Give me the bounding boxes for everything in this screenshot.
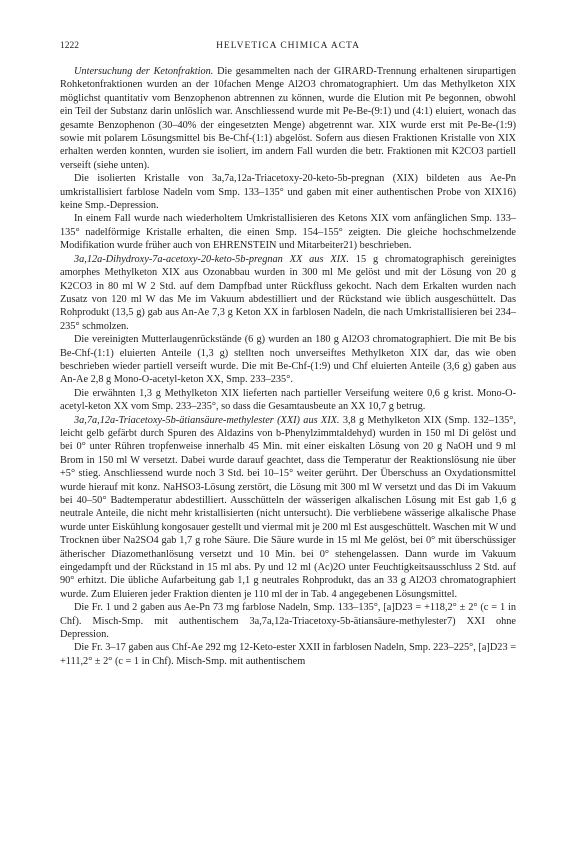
document-page [60,40,516,668]
paragraph-text: 15 g chromatographisch gereinigtes amorphes Methylketon XIX aus Ozonabbau wurden in 300 ml Me gelöst und mit der Lösung von 20 g K2CO3 in 80 ml W 2 Std. auf dem Dampfbad unter Rückfluss gekocht. Nach dem Erkalten wurden nach Zusatz von 120 ml W das Me im Vakuum abdestilliert und der Rückstand wie üblich ausgeschüttelt. Das Rohprodukt (13,5 g) gab aus An-Ae 7,3 g Keton XX in farblosen Nadeln, die nach Umkristallisieren bei 234–235° schmolzen. [60,253,516,332]
paragraph-text: Die isolierten Kristalle von 3a,7a,12a-Triacetoxy-20-keto-5b-pregnan (XIX) bildeten aus Ae-Pn umkristallisiert farblose Nadeln vom Smp. 133–135° und gaben mit einer authentischen Probe von XIX16) keine Smp.-Depression. [60,173,516,212]
paragraph-mother-liquors [60,333,516,387]
paragraph-text: Die Fr. 1 und 2 gaben aus Ae-Pn 73 mg farblose Nadeln, Smp. 133–135°, [a]D23 = +118,2° ± 2° (c = 1 in Chf). Misch-Smp. mit authentischem 3a,7a,12a-Triacetoxy-5b-ätiansäure-methylester7) XXI ohne Depression. [60,602,516,641]
journal-title: HELVETICA CHIMICA ACTA [216,41,360,51]
paragraph-fractions-3-17 [60,641,516,668]
paragraph-text: Die erwähnten 1,3 g Methylketon XIX lieferten nach partieller Verseifung weitere 0,6 g krist. Mono-O-acetyl-keton XX vom Smp. 233–235°, so dass die Gesamtausbeute an XX 10,7 g betrug. [60,387,516,413]
paragraph-text: Die Fr. 3–17 gaben aus Chf-Ae 292 mg 12-Keto-ester XXII in farblosen Nadeln, Smp. 223–225°, [a]D23 = +111,2° ± 2° (c = 1 in Chf). Misch-Smp. mit authentischem [60,642,516,667]
paragraph-dihydroxy-ketone [60,253,516,333]
page-number: 1222 [60,41,79,51]
paragraph-triacetoxy-ester [60,414,516,602]
section-heading-triacetoxy-ester: 3a,7a,12a-Triacetoxy-5b-ätiansäure-methylester (XXI) aus XIX. [74,414,340,426]
running-head [60,40,516,54]
paragraph-total-yield [60,387,516,414]
paragraph-ketone-fraction [60,65,516,172]
paragraph-high-melting-modification [60,212,516,252]
paragraph-isolated-crystals [60,172,516,212]
paragraph-text: 3,8 g Methylketon XIX (Smp. 132–135°, leicht gelb gefärbt durch Spuren des Aldazins von b-Phenylzimmtaldehyd) wurden in 150 ml Di gelöst und bei 0° unter Rühren tropfenweise innerhalb 45 Min. mit einer eiskalten Lösung von 20 g NaOH und 9 ml Brom in 150 ml W versetzt. Dabei wurde darauf geachtet, dass die Temperatur der Reaktionslösung nie über +5° stieg. Anschliessend wurde noch 3 Std. bei 10–15° weiter gerührt. Der Überschuss an Oxydationsmittel wurde hierauf mit konz. NaHSO3-Lösung zerstört, die Lösung mit 300 ml W versetzt und das Di im Vakuum bei 40–50° Badtemperatur abdestilliert. Ausschütteln der wässerigen alkalischen Lösung mit Est gab 1,6 g neutrale Anteile, die nicht mehr kristallisierten (nicht untersucht). Die verbliebene wässerige alkalische Phase wurde unter Eiskühlung kongosauer gestellt und viermal mit je 200 ml Est ausgeschüttelt. Waschen mit W und Trocknen über Na2SO4 gab 1,7 g rohe Säure. Die Säure wurde in 15 ml Me gelöst, bei 0° mit überschüssiger ätherischer Diazomethanlösung versetzt und 10 Min. bei 0° stehengelassen. Dann wurde im Vakuum eingedampft und der Rückstand in 15 ml abs. Py und 12 ml (Ac)2O unter Feuchtigkeitsausschluss 2 Std. auf 90° erhitzt. Die übliche Aufarbeitung gab 1,1 g neutrales Rohprodukt, das an 33 g Al2O3 chromatographiert wurde. Zum Eluieren jeder Fraktion dienten je 110 ml der in Tab. 4 angegebenen Lösungsmittel. [60,414,516,600]
paragraph-text: Die vereinigten Mutterlaugenrückstände (6 g) wurden an 180 g Al2O3 chromatographiert. Die mit Be bis Be-Chf-(1:1) eluierten Anteile (1,3 g) stellten noch unverseiftes Methylketon XIX dar, das wie oben beschrieben wieder partiell verseift wurde. Die mit Be-Chf-(1:9) und Chf eluierten Anteile (3,6 g) gaben aus An-Ae 2,8 g Mono-O-acetyl-keton XX, Smp. 233–235°. [60,334,516,386]
section-heading-dihydroxy-ketone: 3a,12a-Dihydroxy-7a-acetoxy-20-keto-5b-pregnan XX aus XIX. [74,253,349,265]
paragraph-fractions-1-2 [60,601,516,641]
paragraph-text: In einem Fall wurde nach wiederholtem Umkristallisieren des Ketons XIX vom anfänglichen Smp. 133–135° nadelförmige Kristalle erhalten, die einen Smp. 154–155° zeigten. Die gleiche hochschmelzende Modifikation wurde früher auch von EHRENSTEIN und Mitarbeiter21) beschrieben. [60,213,516,252]
section-heading-ketone-fraction: Untersuchung der Ketonfraktion. [74,66,214,77]
paragraph-text: Die gesammelten nach der GIRARD-Trennung erhaltenen sirupartigen Rohketonfraktionen wurden an der 10fachen Menge Al2O3 chromatographiert. Um das Methylketon XIX möglichst quantitativ vom Benzophenon abtrennen zu können, wurde die Elution mit Pe begonnen, obwohl ein Teil der Substanz darin unlöslich war. Anschliessend wurde mit Pe-Be-(9:1) und (4:1) eluiert, wonach das gesamte Benzophenon (30–40% der eingesetzten Menge) abgetrennt war. XIX wurde erst mit Pe-Be-(1:9) sowie mit polarem Lösungsmittel bis Be-Chf-(1:1) abgelöst. Sofern aus diesen Fraktionen Kristalle von XIX erhalten werden konnten, wurden sie isoliert, im andern Fall wurden die betr. Fraktionen mit K2CO3 partiell verseift (siehe unten). [60,66,516,171]
